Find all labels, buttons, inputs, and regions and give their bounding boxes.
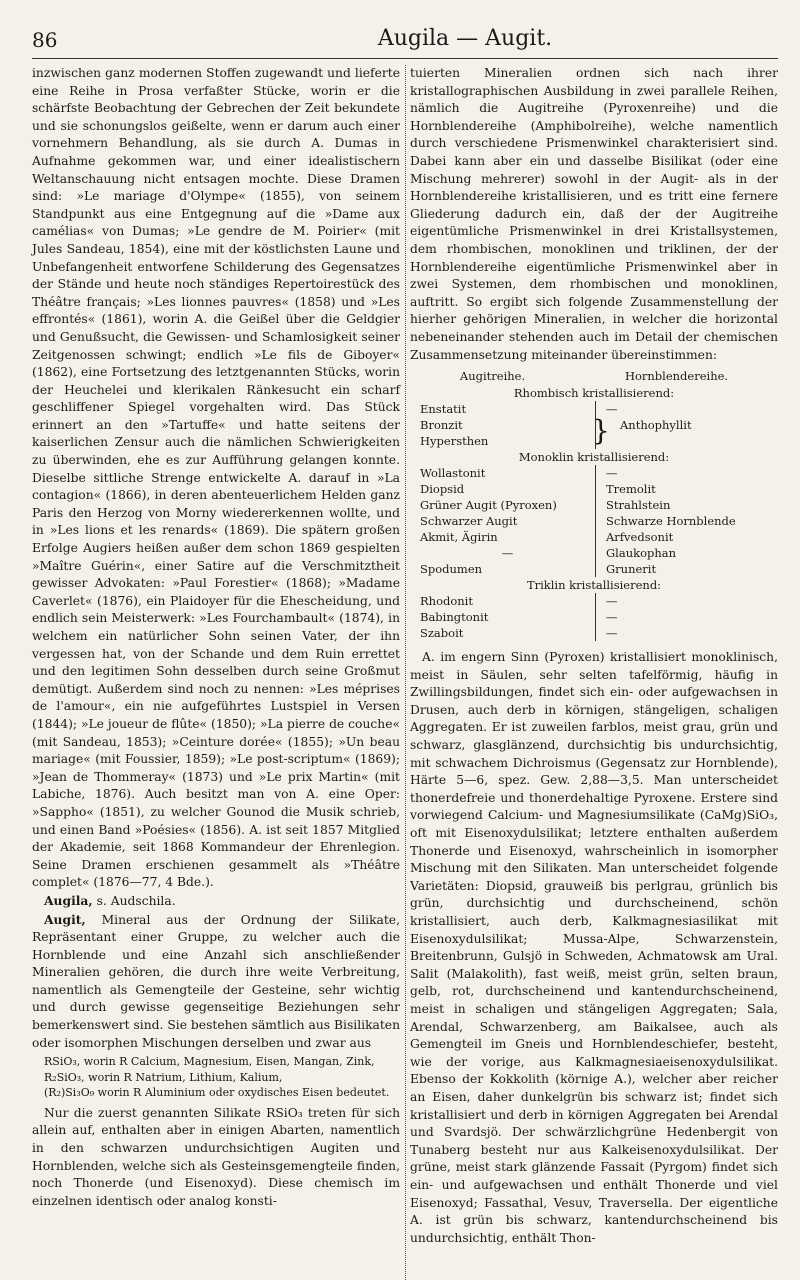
table-row [410,609,778,625]
table-row [410,561,778,577]
table-header [410,368,778,384]
paragraph: tuierten Mineralien ordnen sich nach ihrer kristallographischen Ausbildung in zwei parallele Reihen, nämlich die Augitreihe (Pyroxenreihe) und die Hornblendereihe (Amphibolreihe), welche namentlich durch verschiedene Prismenwinkel charakterisiert sind. Dabei kann aber ein und dasselbe Bisilikat (oder eine Mischung mehrerer) sowohl in der Augit- als in der Hornblendereihe kristallisieren, und es tritt eine fernere Gliederung dadurch ein, daß der der Augitreihe eigentümliche Prismenwinkel in drei Kristallsystemen, dem rhombischen, monoklinen und triklinen, der der Hornblendereihe eigentümliche Prismenwinkel aber in zwei Systemen, dem rhombischen und monoklinen, auftritt. So ergibt sich folgende Zusammenstellung der hierher gehörigen Mineralien, in welcher die horizontal nebeneinander stehenden auch im Detail der chemischen Zusammensetzung miteinander übereinstimmen: [410,66,778,362]
formula: R₂SiO₃, worin R Natrium, Lithium, Kalium, [44,1070,283,1084]
table-cell: Szaboit [410,625,596,641]
table-cell: — [410,545,596,561]
running-title: Augila — Augit. [377,26,553,51]
paragraph: inzwischen ganz modernen Stoffen zugewandt und lieferte eine Reihe in Prosa verfaßter Stücke, worin er die schärfste Beobachtung der Gebrechen der Zeit bekundete und sie schonungslos geißelte, wenn er darum auch einer vornehmern Behandlung, als sie durch A. Dumas in Aufnahme gekommen war, und einer idealistischern Weltanschauung nicht entsagen mochte. Diese Dramen sind: »Le mariage d'Olympe« (1855), von seinem Standpunkt aus eine Entgegnung auf die »Dame aux camélias« von Dumas; »Le gendre de M. Poirier« (mit Jules Sandeau, 1854), eine mit der köstlichsten Laune und Unbefangenheit entworfene Schilderung des Gegensatzes der Stände und heute noch ständiges Repertoirestück des Théâtre français; »Les lionnes pauvres« (1858) und »Les effrontés« (1861), worin A. die Geißel über die Geldgier und Genußsucht, die Gewissen- und Schamlosigkeit seiner Zeitgenossen schwingt; endlich »Le fils de Giboyer« (1862), eine Fortsetzung des letztgenannten Stücks, worin der Heuchelei und klerikalen Ränkesucht ein scharf geschliffener Spiegel vorgehalten wird. Das Stück erinnert an den »Tartuffe« und hatte seitens der kaiserlichen Zensur auch die nämlichen Schwierigkeiten zu überwinden, ehe es zur Aufführung gelangen konnte. Dieselbe sittliche Strenge entwickelte A. darauf in »La contagion« (1866), in deren abenteuerlichem Helden ganz Paris den Herzog von Morny wiedererkennen wollte, und in »Les lions et les renards« (1869). Die spätern großen Erfolge Augiers heißen außer dem schon 1869 gespielten »Maître Guérin«, einer Satire auf die Verschmitztheit gewisser Advokaten: »Paul Forestier« (1868); »Madame Caverlet« (1876), ein Plaidoyer für die Ehescheidung, und endlich sein Meisterwerk: »Les Fourchambault« (1874), in welchem ein natürlicher Sohn seinen Vater, der ihn vergessen hat, von der Schande und dem Ruin errettet und den legitimen Sohn desselben durch seine Großmut demütigt. Außerdem sind noch zu nennen: »Les méprises de l'amour«, ein nie aufgeführtes Lustspiel in Versen (1844); »Le joueur de flûte« (1850); »La pierre de couche« (mit Sandeau, 1853); »Ceinture dorée« (1855); »Un beau mariage« (mit Foussier, 1859); »Le post-scriptum« (1869); »Jean de Thommeray« (1873) und »Le prix Martin« (mit Labiche, 1876). Auch besitzt man von A. eine Oper: »Sappho« (1851), zu welcher Gounod die Musik schrieb, und einen Band »Poésies« (1856). A. ist seit 1857 Mitglied der Akademie, seit 1868 Kommandeur der Ehrenlegion. Seine Dramen erschienen gesammelt als »Théâtre complet« (1876—77, 4 Bde.). [32,66,400,890]
paragraph: Nur die zuerst genannten Silikate RSiO₃ treten für sich allein auf, enthalten aber in einigen Abarten, namentlich in den schwarzen undurchsichtigen Augiten und Hornblenden, welche sich als Gesteinsgemengteile finden, noch Thonerde (und Eisenoxyd). Diese chemisch im einzelnen identisch oder analog konsti- [32,1105,400,1208]
entry-text: Mineral aus der Ordnung der Silikate, Repräsentant einer Gruppe, zu welcher auch die Hornblende und eine Anzahl sich anschließender Mineralien gehören, die durch ihre weite Verbreitung, namentlich als Gemengteile der Gesteine, sehr wichtig und durch gewisse gegenseitige Beziehungen sehr bemerkenswert sind. Sie bestehen sämtlich aus Bisilikaten oder isomorphen Mischungen derselben und zwar aus [32,912,400,1050]
entry-text: s. Audschila. [92,893,176,908]
table-cell: Schwarzer Augit [410,513,596,529]
formula: (R₂)Si₃O₉ worin R Aluminium oder oxydisches Eisen bedeutet. [44,1086,390,1100]
table-section-heading: Rhombisch kristallisierend: [513,386,675,401]
table-section-heading: Triklin kristallisierend: [526,578,662,593]
table-row [410,625,778,641]
table-cell: — [606,466,618,481]
table-cell: — [606,626,618,641]
table-cell: Grüner Augit (Pyroxen) [410,497,596,513]
page-header [32,24,778,59]
table-cell: Rhodonit [410,593,596,609]
column-heading: Hornblendereihe. [624,369,729,384]
brace-icon: } [592,414,610,448]
table-row [410,529,778,545]
table-cell: — [606,610,618,625]
triclinic-group [410,593,778,641]
table-section-heading: Monoklin kristallisierend: [518,450,670,465]
rhombic-group [410,401,778,449]
page-number: 86 [32,28,58,52]
table-cell: Akmit, Ägirin [410,529,596,545]
table-row [410,513,778,529]
table-cell: Tremolit [606,482,656,497]
table-cell: Anthophyllit [620,418,692,433]
headword: Augit, [44,911,86,927]
table-row [410,545,778,561]
table-cell: — [606,402,618,417]
left-column [32,65,400,1247]
table-cell: Grunerit [606,562,657,577]
table-cell: Wollastonit [410,465,596,481]
formula: RSiO₃, worin R Calcium, Magnesium, Eisen, Mangan, Zink, [44,1055,375,1069]
table-cell: — [606,594,618,609]
monoclinic-group [410,465,778,577]
table-cell: Babingtonit [410,609,596,625]
mineral-table [410,368,778,641]
table-cell: Strahlstein [606,498,671,513]
entry-augila [32,892,400,911]
column-divider [405,65,406,1280]
table-cell: Enstatit [410,401,596,417]
table-row [410,465,778,481]
table-cell: Spodumen [410,561,596,577]
table-row [410,593,778,609]
table-row [410,481,778,497]
table-cell: Diopsid [410,481,596,497]
headword: Augila, [44,892,93,908]
paragraph: A. im engern Sinn (Pyroxen) kristallisiert monoklinisch, meist in Säulen, sehr selten tafelförmig, häufig in Zwillingsbildungen, findet sich ein- oder aufgewachsen in Drusen, auch derb in körnigen, stängeligen, schaligen Aggregaten. Er ist zuweilen farblos, meist grau, grün und schwarz, glasglänzend, durchsichtig bis undurchsichtig, mit schwachem Dichroismus (Gegensatz zur Hornblende), Härte 5—6, spez. Gew. 2,88—3,5. Man unterscheidet thonerdefreie und thonerdehaltige Pyroxene. Erstere sind vorwiegend Calcium- und Magnesiumsilikate (CaMg)SiO₃, oft mit Eisenoxydulsilikat; letztere enthalten außerdem Thonerde und Eisenoxyd, wahrscheinlich in isomorpher Mischung mit den Silikaten. Man unterscheidet folgende Varietäten: Diopsid, grauweiß bis perlgrau, grünlich bis grün, durchsichtig und durchscheinend, schön kristallisiert, auch derb, Kalkmagnesiasilikat mit Eisenoxydulsilikat; Mussa-Alpe, Schwarzenstein, Breitenbrunn, Gulsjö in Schweden, Achmatowsk am Ural. Salit (Malakolith), fast weiß, meist grün, selten braun, gelb, rot, durchscheinend und kantendurchscheinend, meist in schaligen und stängeligen Aggregaten; Sala, Arendal, Schwarzenberg, am Baikalsee, auch als Gemengteil im Gneis und Hornblendeschiefer, besteht, wie der vorige, aus Kalkmagnesiaeisenoxydulsilikat. Ebenso der Kokkolith (körnige A.), welcher aber reicher an Eisen, daher dunkelgrün bis schwarz ist; findet sich kristallisiert und derb in körnigen Aggregaten bei Arendal und Svardsjö. Der schwärzlichgrüne Hedenbergit von Tunaberg besteht nur aus Kalkeisenoxydulsilikat. Der grüne, meist stark glänzende Fassait (Pyrgom) findet sich ein- und aufgewachsen und enthält Thonerde und viel Eisenoxyd; Fassathal, Vesuv, Traversella. Der eigentliche A. ist grün bis schwarz, kantendurchscheinend bis undurchsichtig, enthält Thon- [410,650,778,1245]
columns [32,65,778,1247]
table-cell: Arfvedsonit [606,530,674,545]
table-cell: Hypersthen [410,433,596,449]
column-heading: Augitreihe. [459,369,526,384]
table-cell: Bronzit [410,417,596,433]
entry-augit [32,911,400,1053]
table-cell: Schwarze Hornblende [606,514,736,529]
right-column [410,65,778,1247]
table-cell: Glaukophan [606,546,677,561]
table-row [410,497,778,513]
formula-list [44,1054,400,1101]
